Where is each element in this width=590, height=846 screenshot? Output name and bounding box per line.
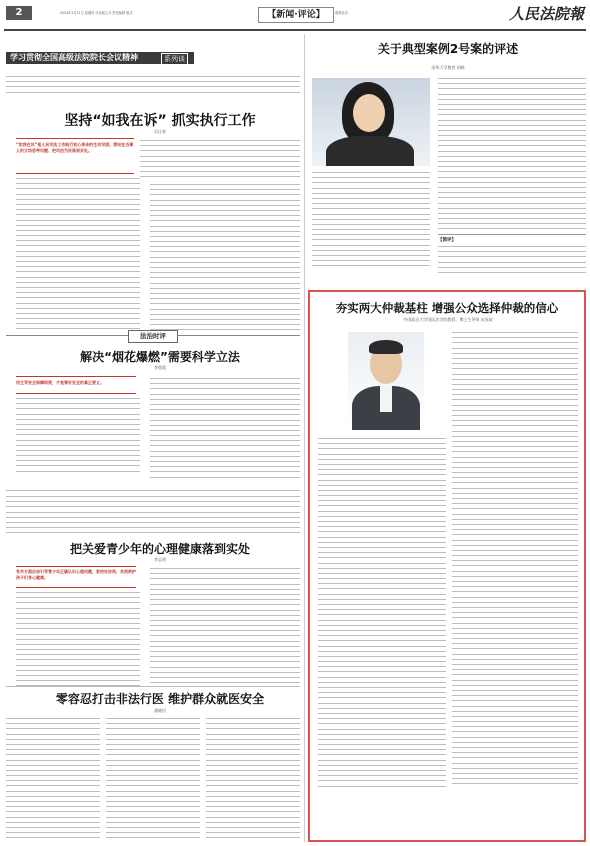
newspaper-logo: 人民法院報 <box>508 5 584 23</box>
note-box: 【简评】 <box>438 234 586 279</box>
article1-pullquote: “如我在诉”是人民司法工作践行初心使命的生动写照。要站在当事人的立场思考问题、把司法为民落到实处。 <box>16 138 134 174</box>
article1-title: 坚持“如我在诉” 抓实执行工作 <box>64 113 256 129</box>
article3-pullquote: 有关方面应该引导青少年正确认识心理问题，家校社协同，共同呵护孩子们身心健康。 <box>16 566 136 588</box>
article3-title: 把关爱青少年的心理健康落到实处 <box>69 542 250 556</box>
article1-byline: 吴仕春 <box>154 129 166 134</box>
banner-badge: 系列谈 <box>161 53 188 65</box>
author-photo-2 <box>348 332 424 430</box>
contact-info: 联系电话： <box>335 11 351 15</box>
right-box-title: 夯实两大仲裁基柱 增强公众选择仲裁的信心 <box>335 301 559 315</box>
banner-title: 学习贯彻全国高级法院院长会议精神 <box>10 53 138 62</box>
author-photo-1 <box>312 78 430 166</box>
article3-byline: 李志勇 <box>154 557 166 562</box>
masthead <box>0 0 590 28</box>
feature-box <box>308 290 586 842</box>
article2-byline: 李朋震 <box>154 365 166 370</box>
article2-title: 解决“烟花爆燃”需要科学立法 <box>80 350 240 364</box>
rule-label: 法治时评 <box>128 330 178 343</box>
right-top-title: 关于典型案例2号案的评述 <box>377 42 519 56</box>
section-label: 【新闻·评论】 <box>258 7 334 23</box>
article2-pullquote: 用主导安全保障职责，才是管好安全的真正要义。 <box>16 376 136 394</box>
right-top-byline: 清华大学教授 胡晓 <box>431 65 465 70</box>
right-box-byline: 中国政法大学国际法学院教授、博士生导师 宋连斌 <box>403 317 493 322</box>
date-info: 2024年1月11日 星期四 评论版主办 责任编辑 版式 <box>60 11 133 15</box>
article4-byline: 潘晓田 <box>154 708 166 713</box>
top-banner <box>6 52 194 64</box>
page-number-badge: 2 <box>6 6 32 20</box>
article4-title: 零容忍打击非法行医 维护群众就医安全 <box>55 692 265 706</box>
